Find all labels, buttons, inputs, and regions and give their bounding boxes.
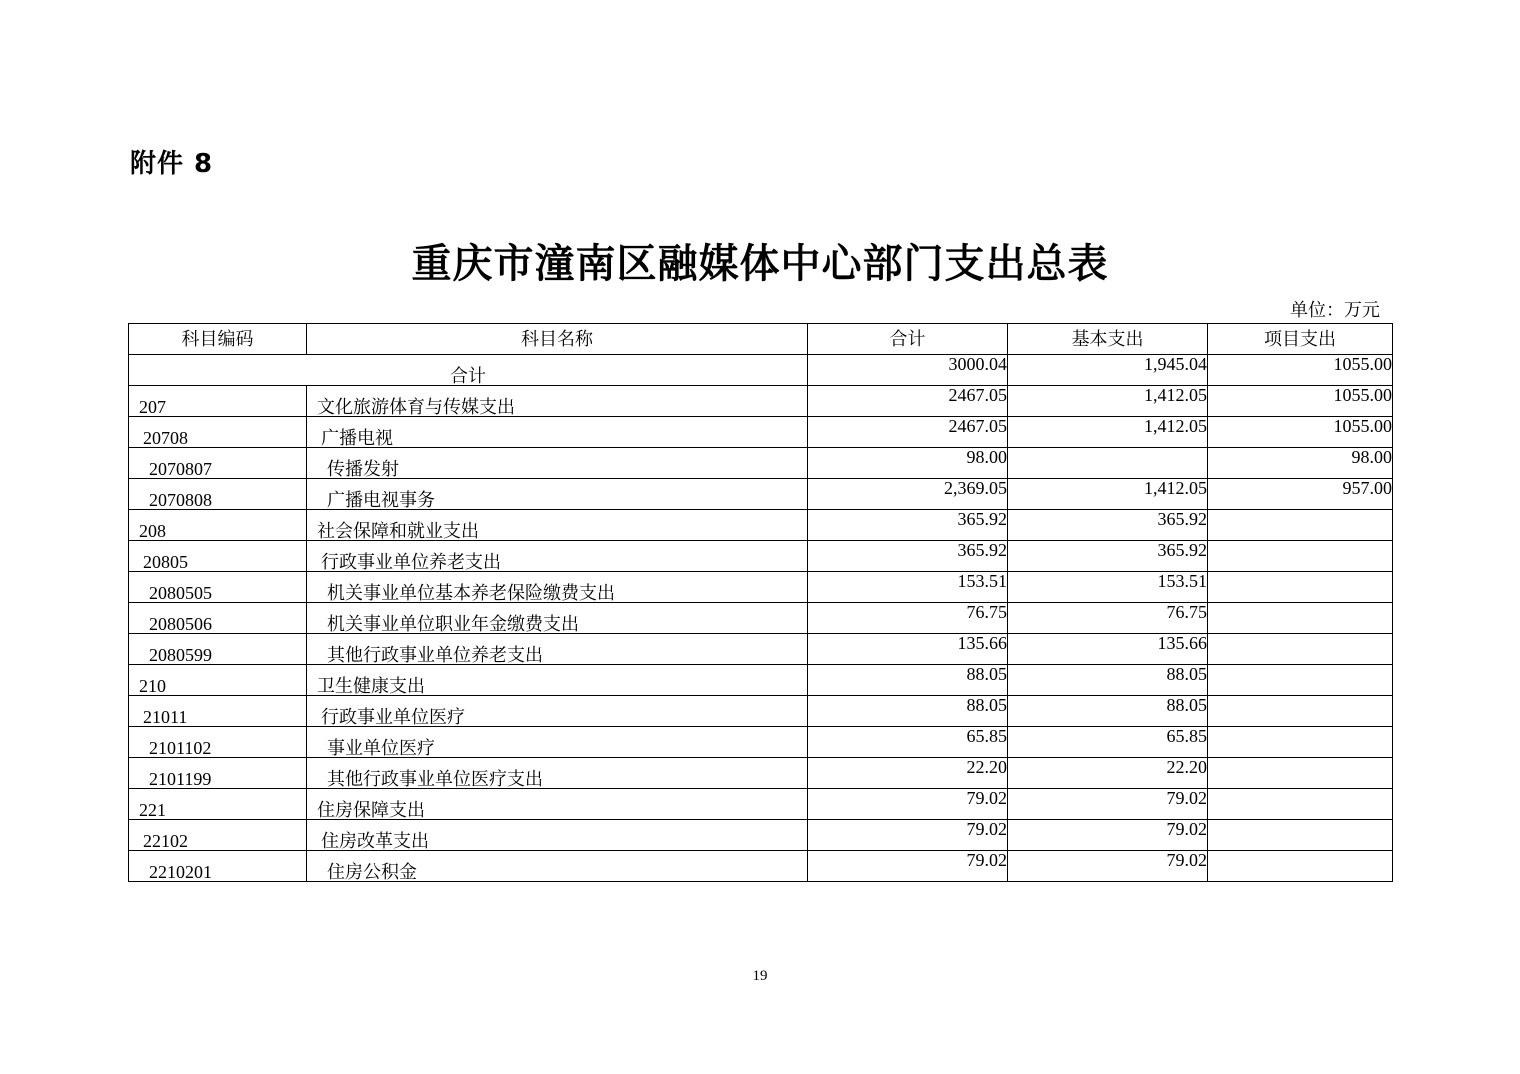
row-project: [1208, 603, 1393, 634]
row-total: 22.20: [808, 758, 1008, 789]
row-total: 135.66: [808, 634, 1008, 665]
row-code: 210: [129, 665, 307, 696]
row-basic: 88.05: [1008, 696, 1208, 727]
row-project: [1208, 727, 1393, 758]
row-name: 广播电视: [307, 417, 808, 448]
row-name: 事业单位医疗: [307, 727, 808, 758]
row-basic: 79.02: [1008, 851, 1208, 882]
table-row: [129, 386, 1393, 417]
row-name: 行政事业单位医疗: [307, 696, 808, 727]
table-row: [129, 541, 1393, 572]
row-project: [1208, 572, 1393, 603]
row-total: 76.75: [808, 603, 1008, 634]
unit-label: 单位：万元: [1290, 300, 1380, 320]
row-project: [1208, 851, 1393, 882]
page-title: 重庆市潼南区融媒体中心部门支出总表: [411, 241, 1109, 287]
row-code: 20708: [129, 417, 307, 448]
row-total: 79.02: [808, 820, 1008, 851]
table-row: [129, 758, 1393, 789]
row-name: 行政事业单位养老支出: [307, 541, 808, 572]
row-code: 21011: [129, 696, 307, 727]
table-row: [129, 665, 1393, 696]
header-code: 科目编码: [129, 324, 307, 355]
row-total: 2467.05: [808, 386, 1008, 417]
row-code: 2070807: [129, 448, 307, 479]
row-code: 207: [129, 386, 307, 417]
row-code: 2101102: [129, 727, 307, 758]
row-project: 98.00: [1208, 448, 1393, 479]
row-basic: 65.85: [1008, 727, 1208, 758]
table-row: [129, 727, 1393, 758]
row-total: 365.92: [808, 541, 1008, 572]
row-total: 2,369.05: [808, 479, 1008, 510]
total-label: 合计: [129, 355, 808, 386]
row-project: 1055.00: [1208, 386, 1393, 417]
table-row: [129, 789, 1393, 820]
row-project: [1208, 510, 1393, 541]
table-row: [129, 510, 1393, 541]
total-total: 3000.04: [808, 355, 1008, 386]
row-code: 208: [129, 510, 307, 541]
row-name: 文化旅游体育与传媒支出: [307, 386, 808, 417]
row-project: [1208, 541, 1393, 572]
table-row: [129, 603, 1393, 634]
row-total: 65.85: [808, 727, 1008, 758]
row-name: 机关事业单位职业年金缴费支出: [307, 603, 808, 634]
row-basic: 153.51: [1008, 572, 1208, 603]
table-row: [129, 820, 1393, 851]
expenditure-table: [128, 323, 1393, 882]
row-basic: 88.05: [1008, 665, 1208, 696]
row-code: 20805: [129, 541, 307, 572]
row-basic: 79.02: [1008, 789, 1208, 820]
row-basic: 1,412.05: [1008, 386, 1208, 417]
total-basic: 1,945.04: [1008, 355, 1208, 386]
row-project: [1208, 758, 1393, 789]
row-name: 住房改革支出: [307, 820, 808, 851]
table-row: [129, 696, 1393, 727]
row-code: 2080505: [129, 572, 307, 603]
row-basic: 135.66: [1008, 634, 1208, 665]
row-basic: 76.75: [1008, 603, 1208, 634]
row-project: 1055.00: [1208, 417, 1393, 448]
row-code: 2101199: [129, 758, 307, 789]
row-name: 传播发射: [307, 448, 808, 479]
header-total: 合计: [808, 324, 1008, 355]
header-basic: 基本支出: [1008, 324, 1208, 355]
row-basic: [1008, 448, 1208, 479]
row-total: 79.02: [808, 789, 1008, 820]
row-project: 957.00: [1208, 479, 1393, 510]
table-row: [129, 572, 1393, 603]
row-name: 住房公积金: [307, 851, 808, 882]
table-row: [129, 479, 1393, 510]
row-name: 住房保障支出: [307, 789, 808, 820]
row-project: [1208, 665, 1393, 696]
row-total: 88.05: [808, 696, 1008, 727]
row-code: 2080599: [129, 634, 307, 665]
row-total: 98.00: [808, 448, 1008, 479]
row-total: 2467.05: [808, 417, 1008, 448]
row-total: 153.51: [808, 572, 1008, 603]
table-row: [129, 634, 1393, 665]
header-project: 项目支出: [1208, 324, 1393, 355]
table-row: [129, 448, 1393, 479]
row-total: 365.92: [808, 510, 1008, 541]
table-header-row: [129, 324, 1393, 355]
row-total: 88.05: [808, 665, 1008, 696]
row-code: 22102: [129, 820, 307, 851]
row-basic: 1,412.05: [1008, 479, 1208, 510]
row-name: 其他行政事业单位养老支出: [307, 634, 808, 665]
row-name: 广播电视事务: [307, 479, 808, 510]
row-project: [1208, 789, 1393, 820]
row-code: 221: [129, 789, 307, 820]
page-number: 19: [752, 968, 768, 984]
table-row: [129, 851, 1393, 882]
row-name: 机关事业单位基本养老保险缴费支出: [307, 572, 808, 603]
row-basic: 365.92: [1008, 510, 1208, 541]
row-name: 卫生健康支出: [307, 665, 808, 696]
row-name: 社会保障和就业支出: [307, 510, 808, 541]
row-project: [1208, 634, 1393, 665]
row-basic: 22.20: [1008, 758, 1208, 789]
row-basic: 1,412.05: [1008, 417, 1208, 448]
row-basic: 365.92: [1008, 541, 1208, 572]
row-code: 2080506: [129, 603, 307, 634]
total-project: 1055.00: [1208, 355, 1393, 386]
row-code: 2210201: [129, 851, 307, 882]
row-project: [1208, 696, 1393, 727]
table-row: [129, 417, 1393, 448]
row-project: [1208, 820, 1393, 851]
header-name: 科目名称: [307, 324, 808, 355]
row-basic: 79.02: [1008, 820, 1208, 851]
attachment-label: 附件 8: [130, 149, 214, 179]
total-row: [129, 355, 1393, 386]
row-code: 2070808: [129, 479, 307, 510]
row-total: 79.02: [808, 851, 1008, 882]
row-name: 其他行政事业单位医疗支出: [307, 758, 808, 789]
